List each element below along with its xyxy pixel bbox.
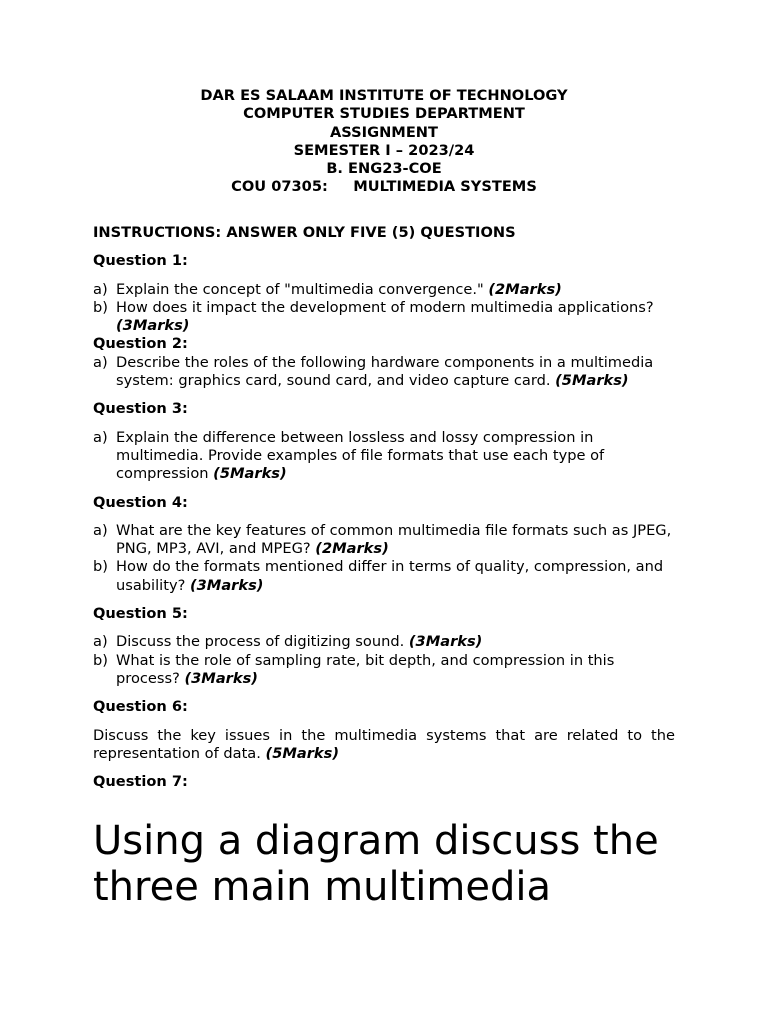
item-marks: (3Marks) [408, 633, 483, 651]
item-letter: a) [93, 521, 108, 539]
question-6-title: Question 6: [93, 698, 188, 716]
question-1-items [93, 281, 675, 336]
item-letter: b) [93, 558, 108, 576]
item-letter: a) [93, 428, 108, 446]
paragraph-text: Discuss the key issues in the multimedia systems that are related to the representation of data. [93, 726, 675, 762]
item-text: Explain the concept of "multimedia convergence." [116, 280, 489, 298]
question-4-items [93, 522, 675, 595]
item-letter: a) [93, 353, 108, 371]
item-marks: (5Marks) [555, 372, 629, 390]
department-name: COMPUTER STUDIES DEPARTMENT [243, 105, 525, 123]
document-header [0, 87, 768, 197]
question-6-text [93, 727, 675, 764]
question-3-title: Question 3: [93, 400, 188, 418]
list-item [93, 429, 675, 484]
list-item [93, 558, 675, 595]
list-item [93, 281, 675, 299]
item-marks: (3Marks) [116, 317, 190, 335]
item-letter: b) [93, 298, 108, 316]
question-5-title: Question 5: [93, 605, 188, 623]
list-item [93, 652, 675, 689]
list-item [93, 354, 675, 391]
document-body [93, 224, 675, 801]
item-text: Discuss the process of digitizing sound. [116, 633, 409, 651]
item-text: How do the formats mentioned differ in terms of quality, compression, and usability? [116, 558, 664, 594]
item-letter: a) [93, 280, 108, 298]
item-marks: (3Marks) [189, 576, 264, 594]
item-text: What is the role of sampling rate, bit depth, and compression in this process? [116, 651, 615, 687]
question-2-title: Question 2: [93, 335, 188, 353]
question-2-items [93, 354, 675, 391]
item-text: What are the key features of common multimedia file formats such as JPEG, PNG, MP3, AVI, and MPEG? [116, 521, 672, 558]
item-marks: (3Marks) [184, 669, 258, 687]
institute-name: DAR ES SALAAM INSTITUTE OF TECHNOLOGY [200, 87, 568, 104]
item-letter: a) [93, 633, 108, 651]
paragraph-marks: (5Marks) [265, 744, 339, 762]
item-text: Describe the roles of the following hardware components in a multimedia system: graphics card, sound card, and video capture card. [116, 353, 654, 390]
item-text: Explain the difference between lossless and lossy compression in multimedia. Provide examples of file formats that use each type of compression [116, 428, 605, 483]
item-marks: (5Marks) [213, 465, 287, 483]
question-1-title: Question 1: [93, 252, 188, 270]
question-7-title: Question 7: [93, 773, 188, 791]
question-7-text: Using a diagram discuss the three main multimedia [93, 818, 659, 910]
instructions: INSTRUCTIONS: ANSWER ONLY FIVE (5) QUESTIONS [93, 224, 516, 241]
list-item [93, 299, 675, 336]
question-4-title: Question 4: [93, 493, 188, 511]
item-text: How does it impact the development of modern multimedia applications? [116, 298, 654, 316]
question-5-items [93, 633, 675, 688]
program: B. ENG23-COE [326, 160, 442, 178]
document-type: ASSIGNMENT [330, 123, 438, 141]
item-letter: b) [93, 651, 108, 669]
list-item [93, 522, 675, 559]
list-item [93, 633, 675, 651]
question-3-items [93, 429, 675, 484]
item-marks: (2Marks) [488, 280, 562, 298]
course-title: COU 07305: MULTIMEDIA SYSTEMS [231, 178, 537, 196]
semester: SEMESTER I – 2023/24 [293, 141, 475, 159]
item-marks: (2Marks) [315, 540, 389, 558]
